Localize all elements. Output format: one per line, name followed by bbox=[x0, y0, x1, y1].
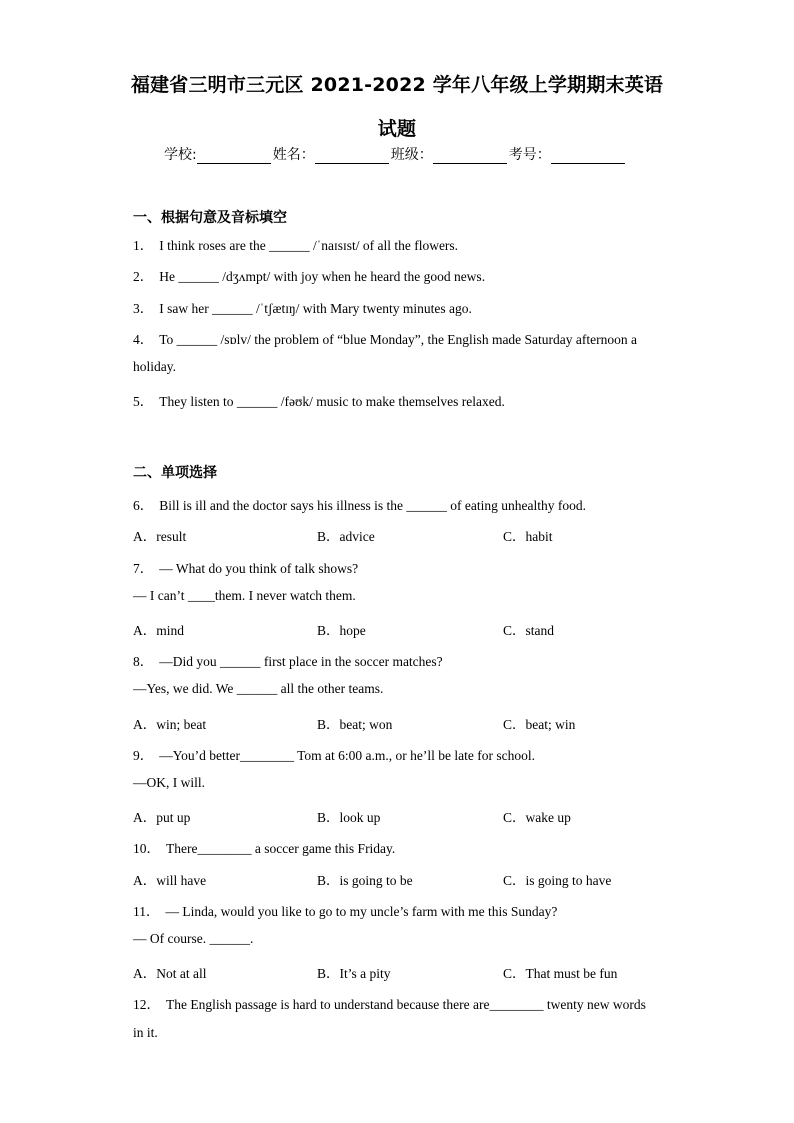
question-11-line-2: — Of course. ______. bbox=[133, 931, 254, 946]
option-a[interactable]: A．result bbox=[133, 529, 187, 544]
option-c[interactable]: C．stand bbox=[503, 623, 555, 638]
question-8 bbox=[133, 650, 443, 670]
question-number: 2． bbox=[133, 269, 154, 284]
question-number: 8． bbox=[133, 654, 154, 669]
question-10 bbox=[133, 837, 395, 857]
question-number: 12． bbox=[133, 997, 160, 1012]
question-11 bbox=[133, 900, 557, 920]
student-info-row bbox=[164, 144, 627, 164]
question-3 bbox=[133, 297, 472, 317]
option-b[interactable]: B．advice bbox=[317, 529, 375, 544]
question-9 bbox=[133, 744, 535, 764]
question-text: I think roses are the ______ /ˈnaɪsɪst/ of all the flowers. bbox=[159, 238, 459, 253]
option-b[interactable]: B．look up bbox=[317, 810, 381, 825]
question-7 bbox=[133, 557, 358, 577]
question-number: 7． bbox=[133, 561, 154, 576]
exam-title-line-1: 福建省三明市三元区 2021-2022 学年八年级上学期期末英语 bbox=[130, 74, 664, 96]
school-label: 学校: bbox=[164, 147, 197, 163]
question-4 bbox=[133, 328, 637, 348]
question-number: 10． bbox=[133, 841, 160, 856]
question-6 bbox=[133, 494, 586, 514]
question-number: 1． bbox=[133, 238, 154, 253]
name-blank[interactable] bbox=[315, 149, 389, 164]
option-a[interactable]: A．will have bbox=[133, 873, 207, 888]
option-c[interactable]: C．wake up bbox=[503, 810, 571, 825]
option-b[interactable]: B．is going to be bbox=[317, 873, 413, 888]
option-c[interactable]: C．beat; win bbox=[503, 717, 576, 732]
question-text: The English passage is hard to understand because there are________ twenty new words bbox=[166, 997, 646, 1012]
name-label: 姓名： bbox=[272, 147, 315, 163]
question-number: 5． bbox=[133, 394, 154, 409]
question-text: I saw her ______ /ˈtʃætɪŋ/ with Mary twenty minutes ago. bbox=[159, 301, 472, 316]
question-text: —Did you ______ first place in the soccer matches? bbox=[159, 654, 443, 669]
option-b[interactable]: B．beat; won bbox=[317, 717, 393, 732]
school-blank[interactable] bbox=[197, 149, 271, 164]
question-text: There________ a soccer game this Friday. bbox=[166, 841, 396, 856]
question-text: He ______ /dʒʌmpt/ with joy when he heard the good news. bbox=[159, 269, 486, 284]
question-number: 11． bbox=[133, 904, 160, 919]
section-1-title: 一、根据句意及音标填空 bbox=[133, 210, 287, 226]
option-b[interactable]: B．It’s a pity bbox=[317, 966, 391, 981]
question-5 bbox=[133, 390, 505, 410]
question-text: — What do you think of talk shows? bbox=[159, 561, 359, 576]
section-2-title: 二、单项选择 bbox=[133, 465, 217, 481]
question-number: 3． bbox=[133, 301, 154, 316]
question-number: 6． bbox=[133, 498, 154, 513]
exam-no-label: 考号： bbox=[508, 147, 551, 163]
class-label: 班级： bbox=[390, 147, 433, 163]
question-9-line-2: —OK, I will. bbox=[133, 775, 205, 790]
question-12-line-2: in it. bbox=[133, 1025, 158, 1040]
option-c[interactable]: C．is going to have bbox=[503, 873, 612, 888]
question-text: —You’d better________ Tom at 6:00 a.m., or he’ll be late for school. bbox=[159, 748, 535, 763]
question-2 bbox=[133, 265, 485, 285]
option-a[interactable]: A．mind bbox=[133, 623, 185, 638]
question-4-continued: holiday. bbox=[133, 359, 176, 374]
question-text: — Linda, would you like to go to my uncle’s farm with me this Sunday? bbox=[165, 904, 558, 919]
exam-no-blank[interactable] bbox=[551, 149, 625, 164]
class-blank[interactable] bbox=[433, 149, 507, 164]
question-number: 9． bbox=[133, 748, 154, 763]
option-a[interactable]: A．win; beat bbox=[133, 717, 207, 732]
question-text: To ______ /sɒlv/ the problem of “blue Monday”, the English made Saturday afternoon a bbox=[159, 332, 638, 347]
question-7-line-2: — I can’t ____them. I never watch them. bbox=[133, 588, 356, 603]
question-8-line-2: —Yes, we did. We ______ all the other teams. bbox=[133, 681, 384, 696]
question-text: Bill is ill and the doctor says his illness is the ______ of eating unhealthy food. bbox=[159, 498, 586, 513]
option-a[interactable]: A．put up bbox=[133, 810, 191, 825]
question-12 bbox=[133, 993, 646, 1013]
question-1 bbox=[133, 234, 458, 254]
exam-title-line-2: 试题 bbox=[377, 118, 417, 140]
option-c[interactable]: C．habit bbox=[503, 529, 553, 544]
question-number: 4． bbox=[133, 332, 154, 347]
question-text: They listen to ______ /fəʊk/ music to make themselves relaxed. bbox=[159, 394, 505, 409]
option-c[interactable]: C．That must be fun bbox=[503, 966, 618, 981]
option-a[interactable]: A．Not at all bbox=[133, 966, 207, 981]
option-b[interactable]: B．hope bbox=[317, 623, 366, 638]
